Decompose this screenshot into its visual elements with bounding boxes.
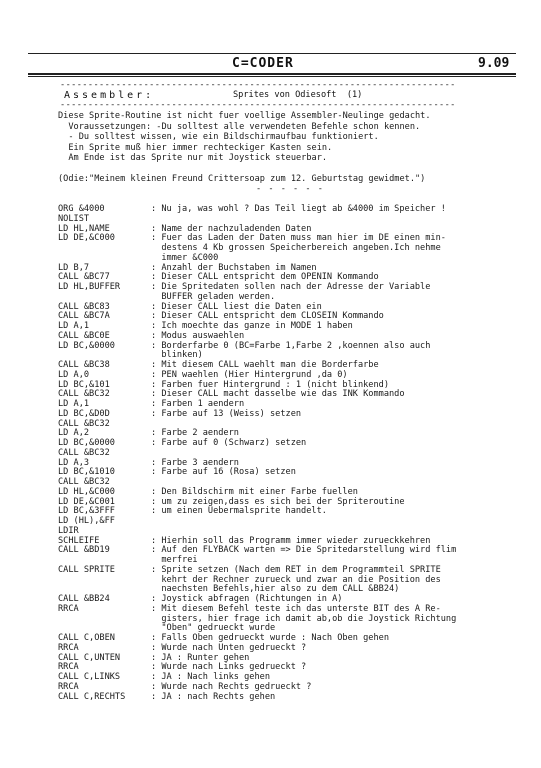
listing-code: LD BC,&1010 bbox=[58, 467, 115, 478]
listing-code: LD B,7 bbox=[58, 262, 90, 273]
listing-comment: : JA : Nach links gehen bbox=[151, 672, 270, 682]
dedication-text: (Odie:"Meinem kleinen Freund Crittersoap zum 12. Geburtstag gewidmet.") bbox=[58, 174, 426, 184]
listing-comment: : Farben fuer Hintergrund : 1 (nicht blinkend) bbox=[151, 379, 389, 390]
listing-comment: blinken) bbox=[151, 350, 203, 361]
listing-code: CALL C,LINKS bbox=[58, 672, 121, 682]
listing-comment: BUFFER geladen werden. bbox=[151, 291, 276, 302]
program-listing bbox=[58, 205, 528, 702]
listing-comment: : Farbe 2 aendern bbox=[151, 428, 239, 439]
listing-comment: : Dieser CALL entspricht dem OPENIN Kommando bbox=[151, 272, 379, 283]
listing-code: LD HL,BUFFER bbox=[58, 282, 121, 292]
listing-code: NOLIST bbox=[58, 213, 90, 224]
listing-comment: : PEN waehlen (Hier Hintergrund ,da 0) bbox=[151, 369, 348, 380]
listing-code: RRCA bbox=[58, 662, 79, 673]
listing-code: LDIR bbox=[58, 525, 79, 536]
intro-line: Ein Sprite muß hier immer rechteckiger Kasten sein. bbox=[58, 142, 333, 153]
listing-row bbox=[58, 410, 528, 420]
listing-code: CALL &BC38 bbox=[58, 360, 110, 370]
listing-code: LD BC,&101 bbox=[58, 379, 110, 390]
listing-code: CALL &BC32 bbox=[58, 418, 110, 429]
listing-code: CALL &BC0E bbox=[58, 330, 110, 341]
listing-comment: : JA : nach Rechts gehen bbox=[151, 691, 276, 702]
listing-code: LD A,1 bbox=[58, 321, 90, 331]
listing-code: CALL &BC7A bbox=[58, 311, 110, 322]
listing-code: ORG &4000 bbox=[58, 204, 105, 214]
listing-row bbox=[58, 283, 528, 293]
listing-row bbox=[58, 615, 528, 625]
listing-comment: : Wurde nach Unten gedrueckt ? bbox=[151, 642, 307, 653]
header-rule-top bbox=[28, 53, 516, 54]
listing-comment: : Dieser CALL entspricht dem CLOSEIN Kommando bbox=[151, 311, 384, 322]
listing-row bbox=[58, 322, 528, 332]
listing-row bbox=[58, 517, 528, 527]
listing-code: CALL &BC77 bbox=[58, 272, 110, 283]
listing-row bbox=[58, 420, 528, 430]
listing-comment: : Dieser CALL macht dasselbe wie das INK Kommando bbox=[151, 389, 405, 400]
dedication-dashes: - - - - - - bbox=[256, 184, 324, 194]
listing-code: SCHLEIFE bbox=[58, 535, 100, 546]
listing-comment: : Nu ja, was wohl ? Das Teil liegt ab &4000 im Speicher ! bbox=[151, 204, 446, 214]
listing-row bbox=[58, 546, 528, 556]
listing-code: CALL SPRITE bbox=[58, 564, 115, 575]
listing-comment: "Oben" gedrueckt wurde bbox=[151, 623, 276, 634]
intro-line: Diese Sprite-Routine ist nicht fuer voellige Assembler-Neulinge gedacht. bbox=[58, 111, 431, 121]
listing-comment: : Farbe auf 13 (Weiss) setzen bbox=[151, 408, 302, 419]
listing-comment: : Farbe auf 0 (Schwarz) setzen bbox=[151, 438, 307, 448]
listing-row bbox=[58, 439, 528, 449]
section-label: Assembler: bbox=[64, 90, 155, 101]
listing-row bbox=[58, 663, 528, 673]
listing-comment: : um zu zeigen,dass es sich bei der Spriteroutine bbox=[151, 496, 405, 507]
intro-text bbox=[58, 111, 518, 164]
listing-comment: gisters, hier frage ich damit ab,ob die Joystick Richtung bbox=[151, 613, 457, 624]
listing-comment: : Modus auswaehlen bbox=[151, 330, 245, 341]
page-number: 9.09 bbox=[478, 56, 510, 71]
listing-comment: : Wurde nach Links gedrueckt ? bbox=[151, 662, 307, 673]
listing-comment: : Mit diesem CALL waehlt man die Borderfarbe bbox=[151, 360, 379, 370]
listing-comment: : Borderfarbe 0 (BC=Farbe 1,Farbe 2 ,koennen also auch bbox=[151, 340, 431, 351]
listing-code: LD BC,&3FFF bbox=[58, 506, 115, 517]
listing-code: LD BC,&0000 bbox=[58, 438, 115, 448]
listing-comment: : Den Bildschirm mit einer Farbe fuellen bbox=[151, 486, 358, 497]
listing-code: LD HL,NAME bbox=[58, 223, 110, 234]
listing-comment: : Ich moechte das ganze in MODE 1 haben bbox=[151, 321, 353, 331]
intro-line: Voraussetzungen: -Du solltest alle verwendeten Befehle schon kennen. bbox=[58, 121, 421, 132]
listing-comment: : Farben 1 aendern bbox=[151, 399, 245, 409]
listing-code: LD A,2 bbox=[58, 428, 90, 439]
listing-row bbox=[58, 449, 528, 459]
listing-code: LD DE,&C000 bbox=[58, 233, 115, 244]
intro-line: - Du solltest wissen, wie ein Bildschirmaufbau funktioniert. bbox=[58, 132, 379, 143]
listing-code: LD A,1 bbox=[58, 399, 90, 409]
listing-comment: destens 4 Kb grossen Speicherbereich angeben.Ich nehme bbox=[151, 243, 441, 253]
listing-comment: : Mit diesem Befehl teste ich das unterste BIT des A Re- bbox=[151, 603, 441, 614]
listing-row bbox=[58, 507, 528, 517]
listing-comment: : Fuer das Laden der Daten muss man hier im DE einen min- bbox=[151, 233, 446, 244]
listing-code: CALL &BC32 bbox=[58, 389, 110, 400]
header-title: C=CODER bbox=[232, 56, 294, 71]
listing-comment: : Auf den FLYBACK warten => Die Spritedarstellung wird flim bbox=[151, 545, 457, 556]
listing-row bbox=[58, 205, 528, 215]
listing-row bbox=[58, 244, 528, 254]
listing-comment: : Wurde nach Rechts gedrueckt ? bbox=[151, 681, 312, 692]
listing-code: LD BC,&D0D bbox=[58, 408, 110, 419]
listing-comment: : Falls Oben gedrueckt wurde : Nach Oben gehen bbox=[151, 633, 389, 643]
listing-comment: merfrei bbox=[151, 555, 198, 565]
listing-comment: kehrt der Rechner zurueck und zwar an die Position des bbox=[151, 574, 441, 585]
header-rule-bottom bbox=[28, 73, 516, 75]
listing-row bbox=[58, 468, 528, 478]
listing-row bbox=[58, 390, 528, 400]
listing-comment: : Joystick abfragen (Richtungen in A) bbox=[151, 594, 343, 604]
listing-code: LD A,0 bbox=[58, 369, 90, 380]
listing-comment: : JA : Runter gehen bbox=[151, 652, 250, 663]
listing-comment: : Farbe 3 aendern bbox=[151, 457, 239, 468]
listing-row bbox=[58, 644, 528, 654]
listing-comment: : Dieser CALL liest die Daten ein bbox=[151, 301, 322, 312]
listing-code: LD A,3 bbox=[58, 457, 90, 468]
listing-code: LD HL,&C000 bbox=[58, 486, 115, 497]
intro-line: Am Ende ist das Sprite nur mit Joystick steuerbar. bbox=[58, 153, 328, 164]
listing-code: CALL C,UNTEN bbox=[58, 652, 121, 663]
listing-code: RRCA bbox=[58, 642, 79, 653]
listing-row bbox=[58, 683, 528, 693]
listing-code: LD DE,&C001 bbox=[58, 496, 115, 507]
listing-comment: naechsten Befehls,hier also zu dem CALL &BB24) bbox=[151, 584, 400, 595]
listing-code: RRCA bbox=[58, 681, 79, 692]
listing-comment: : Sprite setzen (Nach dem RET in dem Programmteil SPRITE bbox=[151, 564, 441, 575]
listing-row bbox=[58, 693, 528, 703]
section-rule-bottom: ----------------------------------------------------------------------- bbox=[60, 100, 456, 110]
listing-code: CALL C,OBEN bbox=[58, 633, 115, 643]
section-subtitle: Sprites von Odiesoft (1) bbox=[233, 90, 363, 100]
listing-code: CALL &BB24 bbox=[58, 594, 110, 604]
listing-code: CALL &BD19 bbox=[58, 545, 110, 556]
listing-code: CALL &BC83 bbox=[58, 301, 110, 312]
section-rule-top: ----------------------------------------------------------------------- bbox=[60, 80, 456, 90]
listing-comment: immer &C000 bbox=[151, 252, 219, 263]
header-rule-bottom-thin bbox=[28, 76, 516, 77]
listing-comment: : Hierhin soll das Programm immer wieder zurueckkehren bbox=[151, 535, 431, 546]
listing-code: CALL &BC32 bbox=[58, 477, 110, 487]
listing-comment: : um einen Uebermalsprite handelt. bbox=[151, 506, 327, 517]
listing-code: CALL C,RECHTS bbox=[58, 691, 126, 702]
listing-code: RRCA bbox=[58, 603, 79, 614]
listing-code: LD (HL),&FF bbox=[58, 516, 115, 526]
listing-code: CALL &BC32 bbox=[58, 447, 110, 458]
listing-comment: : Farbe auf 16 (Rosa) setzen bbox=[151, 467, 296, 478]
listing-comment: : Anzahl der Buchstaben im Namen bbox=[151, 262, 317, 273]
listing-comment: : Die Spritedaten sollen nach der Adresse der Variable bbox=[151, 282, 431, 292]
listing-comment: : Name der nachzuladenden Daten bbox=[151, 223, 312, 234]
listing-code: LD BC,&0000 bbox=[58, 340, 115, 351]
listing-row bbox=[58, 342, 528, 352]
